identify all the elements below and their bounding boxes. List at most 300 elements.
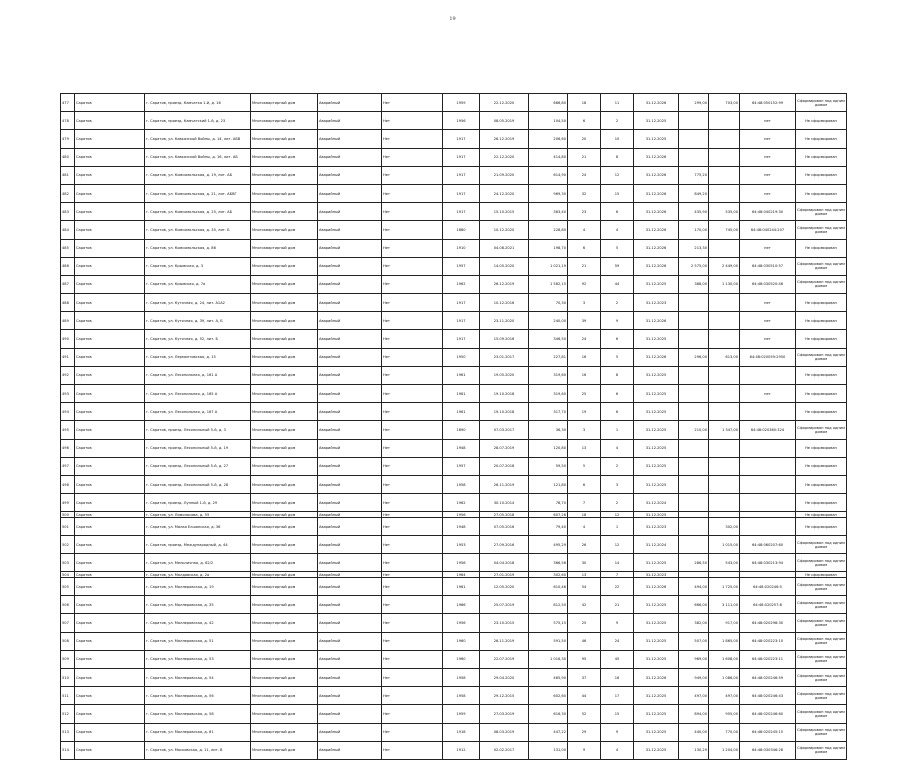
cell-city: Саратов: [75, 330, 145, 348]
cell-cadastral-number: 64:48:020246:5: [740, 578, 796, 596]
cell-city: Саратов: [75, 184, 145, 202]
cell-residents: 21: [568, 148, 601, 166]
cell-land-area-1: 2 575,00: [679, 257, 709, 275]
cell-land-area-1: 435,90: [679, 203, 709, 221]
cell-land-area-1: [679, 385, 709, 403]
cell-address: г. Саратов, проезд. Лесопильный 5-й, д. 19: [145, 439, 251, 457]
cell-cultural-heritage: Нет: [382, 457, 443, 475]
cell-area: 1 021,19: [529, 257, 568, 275]
cell-city: Саратов: [75, 554, 145, 572]
cell-row-number: 503: [61, 554, 75, 572]
cell-apartments: 21: [601, 596, 634, 614]
cell-address: г. Саратов, ул. Моллеровская, д. 58: [145, 705, 251, 723]
cell-condition: Аварийный: [318, 517, 382, 535]
cell-area: 227,81: [529, 348, 568, 366]
cell-address: г. Саратов, ул. Крымская, д. 3: [145, 257, 251, 275]
cell-resettlement-date: 31.12.2025: [634, 475, 679, 493]
cell-cadastral-number: 64:48:020245:15: [740, 723, 796, 741]
cell-cultural-heritage: Нет: [382, 554, 443, 572]
cell-residents: 13: [568, 572, 601, 578]
cell-residents: 6: [568, 239, 601, 257]
cell-land-area-1: 213,30: [679, 239, 709, 257]
cell-address: г. Саратов, проезд. Лесопильный 5-й, д. 27: [145, 457, 251, 475]
cell-area: 1 582,15: [529, 275, 568, 293]
cell-area: 198,70: [529, 239, 568, 257]
cell-row-number: 504: [61, 572, 75, 578]
cell-land-plot-status: Не сформирован: [796, 439, 847, 457]
cell-land-area-1: 299,00: [679, 94, 709, 112]
cell-area: 616,30: [529, 705, 568, 723]
cell-resettlement-date: 31.12.2023: [634, 294, 679, 312]
cell-address: г. Саратов, ул. Мельничная, д. 62/2: [145, 554, 251, 572]
cell-city: Саратов: [75, 614, 145, 632]
cell-city: Саратов: [75, 166, 145, 184]
cell-cadastral-number: нет: [740, 166, 796, 184]
cell-row-number: 514: [61, 741, 75, 759]
table-row: [61, 650, 847, 668]
table-row: [61, 494, 847, 512]
cell-row-number: 477: [61, 94, 75, 112]
cell-condition: Аварийный: [318, 669, 382, 687]
page-number: 19: [449, 16, 456, 22]
cell-year-built: 1880: [443, 221, 480, 239]
cell-residents: 4: [568, 517, 601, 535]
cell-cadastral-number: [740, 403, 796, 421]
cell-land-plot-status: Сформирован под одним домом: [796, 275, 847, 293]
cell-address: г. Саратов, проезд. Лесопильный 5-й, д. 28: [145, 475, 251, 493]
cell-resettlement-date: 31.12.2025: [634, 439, 679, 457]
cell-condition: Аварийный: [318, 385, 382, 403]
cell-land-area-1: [679, 130, 709, 148]
table-row: [61, 148, 847, 166]
cell-apartments: 17: [601, 687, 634, 705]
cell-address: г. Саратов, ул. Моллеровская, д. 35: [145, 596, 251, 614]
cell-land-plot-status: Не сформирован: [796, 385, 847, 403]
cell-recognition-date: 26.11.2019: [480, 475, 529, 493]
cell-year-built: 1948: [443, 517, 480, 535]
cell-row-number: 481: [61, 166, 75, 184]
cell-year-built: 1959: [443, 705, 480, 723]
cell-building-type: Многоквартирный дом: [251, 554, 318, 572]
cell-land-area-2: [709, 439, 740, 457]
cell-apartments: 2: [601, 294, 634, 312]
cell-cadastral-number: нет: [740, 184, 796, 202]
cell-land-area-2: 703,00: [709, 94, 740, 112]
cell-address: г. Саратов, проезд. Международный, д. 44: [145, 536, 251, 554]
cell-cadastral-number: 64:48:020246:43: [740, 687, 796, 705]
cell-area: 1 016,30: [529, 650, 568, 668]
cell-apartments: 11: [601, 94, 634, 112]
cell-city: Саратов: [75, 257, 145, 275]
cell-city: Саратов: [75, 512, 145, 518]
cell-year-built: 1917: [443, 148, 480, 166]
cell-row-number: 495: [61, 421, 75, 439]
cell-apartments: 4: [601, 221, 634, 239]
cell-resettlement-date: 31.12.2025: [634, 130, 679, 148]
cell-land-plot-status: Сформирован под одним домом: [796, 554, 847, 572]
cell-city: Саратов: [75, 385, 145, 403]
cell-land-area-2: 497,00: [709, 687, 740, 705]
cell-building-type: Многоквартирный дом: [251, 741, 318, 759]
cell-building-type: Многоквартирный дом: [251, 403, 318, 421]
cell-resettlement-date: 31.12.2024: [634, 494, 679, 512]
cell-year-built: 1890: [443, 421, 480, 439]
cell-building-type: Многоквартирный дом: [251, 348, 318, 366]
cell-condition: Аварийный: [318, 294, 382, 312]
cell-area: 302,60: [529, 572, 568, 578]
cell-resettlement-date: 31.12.2025: [634, 385, 679, 403]
cell-area: 812,50: [529, 596, 568, 614]
cell-address: г. Саратов, ул. Моллеровская, д. 56: [145, 687, 251, 705]
cell-area: 591,50: [529, 632, 568, 650]
cell-apartments: 4: [601, 439, 634, 457]
cell-resettlement-date: 31.12.2026: [634, 312, 679, 330]
cell-residents: 7: [568, 494, 601, 512]
cell-residents: 42: [568, 596, 601, 614]
cell-area: 363,40: [529, 203, 568, 221]
cell-apartments: 2: [601, 457, 634, 475]
cell-condition: Аварийный: [318, 184, 382, 202]
cell-row-number: 486: [61, 257, 75, 275]
cell-building-type: Многоквартирный дом: [251, 669, 318, 687]
cell-land-area-2: 770,00: [709, 723, 740, 741]
cell-land-area-1: 210,00: [679, 421, 709, 439]
cell-apartments: 6: [601, 403, 634, 421]
cell-year-built: 1953: [443, 536, 480, 554]
cell-cadastral-number: [740, 457, 796, 475]
cell-row-number: 506: [61, 596, 75, 614]
cell-building-type: Многоквартирный дом: [251, 512, 318, 518]
cell-address: г. Саратов, ул. Комсомольская, д. 25, лит. АБ: [145, 203, 251, 221]
cell-area: 495,29: [529, 536, 568, 554]
cell-land-area-1: 296,00: [679, 348, 709, 366]
cell-land-area-1: 494,00: [679, 578, 709, 596]
table-row: [61, 723, 847, 741]
cell-year-built: 1961: [443, 403, 480, 421]
cell-area: 366,56: [529, 554, 568, 572]
cell-condition: Аварийный: [318, 632, 382, 650]
cell-cadastral-number: 64:48:020223:11: [740, 650, 796, 668]
cell-row-number: 502: [61, 536, 75, 554]
cell-land-area-2: [709, 239, 740, 257]
cell-land-area-2: 613,00: [709, 348, 740, 366]
cell-land-plot-status: Сформирован под одним домом: [796, 421, 847, 439]
cell-land-plot-status: Не сформирован: [796, 312, 847, 330]
cell-land-plot-status: Сформирован под одним домом: [796, 741, 847, 759]
table-row: [61, 166, 847, 184]
emergency-housing-table: [60, 93, 847, 760]
cell-row-number: 488: [61, 294, 75, 312]
cell-condition: Аварийный: [318, 203, 382, 221]
cell-resettlement-date: 31.12.2023: [634, 517, 679, 535]
cell-land-area-1: [679, 112, 709, 130]
cell-residents: 26: [568, 536, 601, 554]
cell-building-type: Многоквартирный дом: [251, 257, 318, 275]
cell-apartments: 8: [601, 148, 634, 166]
cell-building-type: Многоквартирный дом: [251, 221, 318, 239]
cell-recognition-date: 28.07.2019: [480, 439, 529, 457]
cell-land-plot-status: Сформирован под одним домом: [796, 705, 847, 723]
table-row: [61, 203, 847, 221]
cell-address: г. Саратов, проезд. Лунный 1-й, д. 29: [145, 494, 251, 512]
cell-land-area-2: [709, 385, 740, 403]
cell-row-number: 508: [61, 632, 75, 650]
cell-land-area-1: 969,00: [679, 650, 709, 668]
cell-condition: Аварийный: [318, 596, 382, 614]
cell-land-area-1: [679, 330, 709, 348]
cell-apartments: 6: [601, 330, 634, 348]
cell-year-built: 1962: [443, 494, 480, 512]
cell-city: Саратов: [75, 632, 145, 650]
cell-year-built: 1958: [443, 687, 480, 705]
cell-year-built: 1962: [443, 275, 480, 293]
table-row: [61, 741, 847, 759]
cell-area: 607,26: [529, 512, 568, 518]
cell-land-plot-status: Сформирован под одним домом: [796, 723, 847, 741]
cell-address: г. Саратов, ул. Моллеровская, д. 51: [145, 632, 251, 650]
cell-building-type: Многоквартирный дом: [251, 312, 318, 330]
cell-condition: Аварийный: [318, 705, 382, 723]
cell-area: 319,60: [529, 366, 568, 384]
cell-city: Саратов: [75, 366, 145, 384]
cell-address: г. Саратов, ул. Кутячная, д. 39, лит. А, Б: [145, 312, 251, 330]
cell-area: 70,30: [529, 294, 568, 312]
cell-recognition-date: 22.07.2019: [480, 650, 529, 668]
cell-recognition-date: 30.10.2014: [480, 494, 529, 512]
cell-apartments: 10: [601, 130, 634, 148]
cell-year-built: 1956: [443, 112, 480, 130]
cell-city: Саратов: [75, 348, 145, 366]
cell-resettlement-date: 31.12.2026: [634, 184, 679, 202]
cell-land-area-1: [679, 403, 709, 421]
cell-city: Саратов: [75, 650, 145, 668]
cell-apartments: 8: [601, 366, 634, 384]
cell-area: 465,90: [529, 669, 568, 687]
cell-land-area-1: [679, 439, 709, 457]
cell-recognition-date: 23.01.2017: [480, 348, 529, 366]
cell-year-built: 1956: [443, 554, 480, 572]
cell-recognition-date: 12.05.2020: [480, 578, 529, 596]
cell-land-area-2: 1 130,00: [709, 275, 740, 293]
cell-building-type: Многоквартирный дом: [251, 687, 318, 705]
cell-land-area-1: 497,00: [679, 687, 709, 705]
cell-year-built: 1910: [443, 239, 480, 257]
cell-apartments: 12: [601, 166, 634, 184]
cell-land-area-1: [679, 457, 709, 475]
cell-city: Саратов: [75, 148, 145, 166]
cell-land-area-2: 1 865,00: [709, 632, 740, 650]
cell-land-area-1: 949,00: [679, 669, 709, 687]
cell-land-plot-status: Не сформирован: [796, 239, 847, 257]
cell-recognition-date: 20.07.2018: [480, 457, 529, 475]
cell-cultural-heritage: Нет: [382, 578, 443, 596]
cell-land-area-1: [679, 475, 709, 493]
cell-condition: Аварийный: [318, 166, 382, 184]
cell-building-type: Многоквартирный дом: [251, 112, 318, 130]
cell-cultural-heritage: Нет: [382, 439, 443, 457]
table-row: [61, 554, 847, 572]
cell-area: 79,40: [529, 517, 568, 535]
cell-land-area-2: 1 086,00: [709, 669, 740, 687]
cell-residents: 29: [568, 723, 601, 741]
housing-table-container: [60, 93, 846, 760]
cell-city: Саратов: [75, 203, 145, 221]
cell-address: г. Саратов, ул. Молдовская, д. 2а: [145, 572, 251, 578]
cell-residents: 5: [568, 457, 601, 475]
cell-row-number: 497: [61, 457, 75, 475]
table-row: [61, 275, 847, 293]
cell-address: г. Саратов, ул. Комсомольская, д. 21, лит. АБВГ: [145, 184, 251, 202]
cell-address: г. Саратов, ул. Ломоносова, д. 55: [145, 512, 251, 518]
cell-cultural-heritage: Нет: [382, 166, 443, 184]
cell-cultural-heritage: Нет: [382, 572, 443, 578]
cell-row-number: 496: [61, 439, 75, 457]
cell-land-area-2: [709, 403, 740, 421]
cell-land-area-2: [709, 366, 740, 384]
cell-resettlement-date: 31.12.2026: [634, 221, 679, 239]
cell-cadastral-number: нет: [740, 312, 796, 330]
cell-land-area-2: [709, 457, 740, 475]
cell-apartments: 1: [601, 421, 634, 439]
cell-resettlement-date: 31.12.2025: [634, 403, 679, 421]
cell-row-number: 511: [61, 687, 75, 705]
cell-building-type: Многоквартирный дом: [251, 475, 318, 493]
cell-land-area-1: 382,00: [679, 614, 709, 632]
cell-resettlement-date: 31.12.2025: [634, 330, 679, 348]
cell-city: Саратов: [75, 669, 145, 687]
cell-cultural-heritage: Нет: [382, 385, 443, 403]
cell-residents: 52: [568, 705, 601, 723]
cell-land-area-1: 894,00: [679, 705, 709, 723]
cell-condition: Аварийный: [318, 275, 382, 293]
cell-city: Саратов: [75, 705, 145, 723]
cell-cultural-heritage: Нет: [382, 512, 443, 518]
cell-condition: Аварийный: [318, 257, 382, 275]
cell-land-plot-status: Сформирован под одним домом: [796, 257, 847, 275]
cell-condition: Аварийный: [318, 457, 382, 475]
cell-land-area-1: [679, 536, 709, 554]
cell-building-type: Многоквартирный дом: [251, 184, 318, 202]
cell-year-built: 1912: [443, 741, 480, 759]
cell-cadastral-number: 64:48:020298:30: [740, 614, 796, 632]
cell-land-area-1: [679, 312, 709, 330]
cell-resettlement-date: 31.12.2025: [634, 596, 679, 614]
cell-row-number: 482: [61, 184, 75, 202]
cell-condition: Аварийный: [318, 348, 382, 366]
cell-building-type: Многоквартирный дом: [251, 650, 318, 668]
cell-condition: Аварийный: [318, 330, 382, 348]
cell-condition: Аварийный: [318, 572, 382, 578]
cell-recognition-date: 25.07.2019: [480, 596, 529, 614]
cell-area: 240,00: [529, 312, 568, 330]
cell-cultural-heritage: Нет: [382, 494, 443, 512]
cell-city: Саратов: [75, 239, 145, 257]
cell-cadastral-number: 64:48:030213:94: [740, 554, 796, 572]
cell-residents: 25: [568, 614, 601, 632]
cell-residents: 21: [568, 257, 601, 275]
cell-residents: 3: [568, 421, 601, 439]
cell-cadastral-number: нет: [740, 112, 796, 130]
cell-land-area-2: 1 725,00: [709, 578, 740, 596]
cell-condition: Аварийный: [318, 148, 382, 166]
cell-building-type: Многоквартирный дом: [251, 385, 318, 403]
cell-apartments: 44: [601, 275, 634, 293]
cell-residents: 44: [568, 687, 601, 705]
cell-row-number: 493: [61, 385, 75, 403]
cell-building-type: Многоквартирный дом: [251, 494, 318, 512]
cell-address: г. Саратов, ул. Кутячная, д. 52, лит. Б: [145, 330, 251, 348]
cell-land-plot-status: Не сформирован: [796, 517, 847, 535]
cell-apartments: 5: [601, 239, 634, 257]
cell-building-type: Многоквартирный дом: [251, 705, 318, 723]
cell-year-built: 1958: [443, 669, 480, 687]
table-row: [61, 330, 847, 348]
table-row: [61, 112, 847, 130]
cell-building-type: Многоквартирный дом: [251, 421, 318, 439]
cell-cadastral-number: 64:48:030510:57: [740, 257, 796, 275]
cell-recognition-date: 14.05.2020: [480, 257, 529, 275]
cell-recognition-date: 23.10.2015: [480, 614, 529, 632]
cell-row-number: 480: [61, 148, 75, 166]
cell-resettlement-date: 31.12.2026: [634, 203, 679, 221]
cell-recognition-date: 21.09.2020: [480, 166, 529, 184]
table-row: [61, 578, 847, 596]
cell-year-built: 1917: [443, 330, 480, 348]
cell-address: г. Саратов, ул. Лесопильная, д. 165 А: [145, 385, 251, 403]
cell-recognition-date: 27.03.2019: [480, 705, 529, 723]
cell-land-area-1: 170,00: [679, 221, 709, 239]
cell-year-built: 1958: [443, 475, 480, 493]
cell-year-built: 1917: [443, 203, 480, 221]
cell-land-area-2: [709, 312, 740, 330]
cell-year-built: 1961: [443, 385, 480, 403]
cell-apartments: 45: [601, 650, 634, 668]
table-row: [61, 632, 847, 650]
cell-resettlement-date: 31.12.2025: [634, 366, 679, 384]
cell-cultural-heritage: Нет: [382, 275, 443, 293]
cell-row-number: 494: [61, 403, 75, 421]
cell-building-type: Многоквартирный дом: [251, 578, 318, 596]
cell-recognition-date: 24.12.2020: [480, 184, 529, 202]
cell-residents: 39: [568, 312, 601, 330]
cell-area: 414,80: [529, 148, 568, 166]
cell-land-plot-status: Сформирован под одним домом: [796, 632, 847, 650]
cell-city: Саратов: [75, 112, 145, 130]
cell-condition: Аварийный: [318, 221, 382, 239]
cell-city: Саратов: [75, 536, 145, 554]
table-row: [61, 239, 847, 257]
cell-condition: Аварийный: [318, 741, 382, 759]
cell-year-built: 1960: [443, 650, 480, 668]
cell-city: Саратов: [75, 421, 145, 439]
cell-resettlement-date: 31.12.2025: [634, 554, 679, 572]
cell-land-area-2: [709, 148, 740, 166]
cell-apartments: 22: [601, 578, 634, 596]
cell-residents: 32: [568, 184, 601, 202]
cell-condition: Аварийный: [318, 403, 382, 421]
cell-year-built: 1917: [443, 166, 480, 184]
cell-cadastral-number: [740, 366, 796, 384]
cell-resettlement-date: 31.12.2023: [634, 572, 679, 578]
cell-city: Саратов: [75, 723, 145, 741]
cell-recognition-date: 02.02.2017: [480, 741, 529, 759]
cell-area: 120,80: [529, 439, 568, 457]
cell-resettlement-date: 31.12.2025: [634, 705, 679, 723]
cell-cadastral-number: 64:48:050152:99: [740, 94, 796, 112]
cell-building-type: Многоквартирный дом: [251, 517, 318, 535]
cell-cadastral-number: 64:48:020246:59: [740, 669, 796, 687]
cell-cadastral-number: нет: [740, 294, 796, 312]
